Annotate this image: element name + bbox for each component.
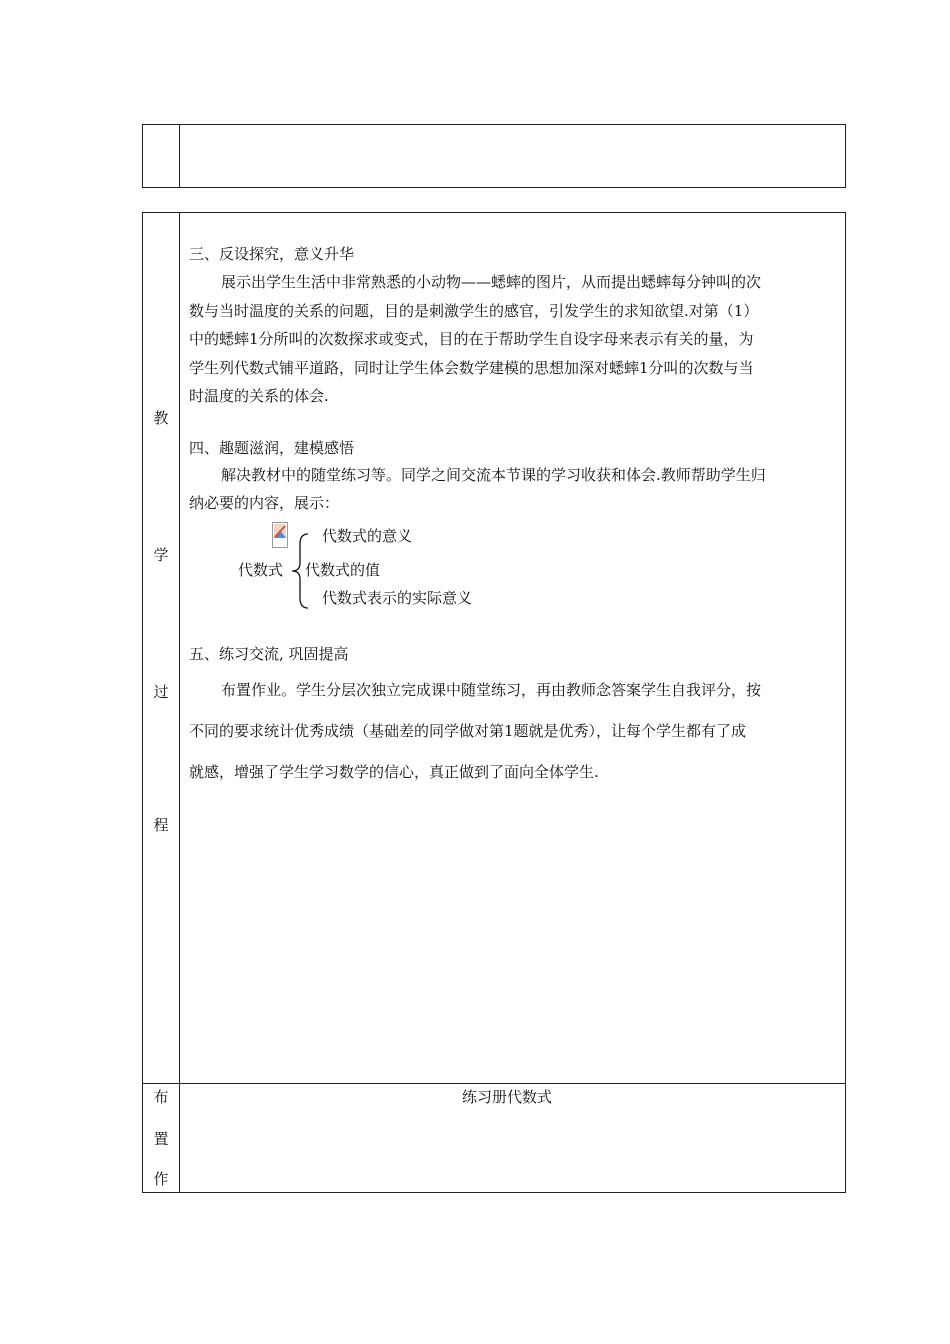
side-label-char: 过 [153,683,169,701]
homework-label-char: 布 [153,1088,169,1106]
diagram-item: 代数式表示的实际意义 [322,589,473,607]
diagram-item: 代数式的值 [305,561,381,579]
paragraph-line: 数与当时温度的关系的问题，目的是刺激学生的感官，引发学生的求知欲望.对第（1） [189,302,759,320]
homework-content: 练习册代数式 [462,1088,553,1106]
paragraph-line: 布置作业。学生分层次独立完成课中随堂练习，再由教师念答案学生自我评分，按 [221,681,762,699]
paragraph-line: 就感，增强了学生学习数学的信心，真正做到了面向全体学生. [189,763,599,781]
main-table-divider [179,213,180,1192]
paragraph-line: 展示出学生生活中非常熟悉的小动物——蟋蟀的图片，从而提出蟋蟀每分钟叫的次 [221,273,762,291]
diagram-item: 代数式的意义 [322,527,413,545]
section-heading: 三、反设探究，意义升华 [189,245,355,263]
section-heading: 四、趣题滋润，建模感悟 [189,439,355,457]
side-label-char: 教 [153,409,169,427]
side-label-char: 学 [153,546,169,564]
paragraph-line: 纳必要的内容，展示： [189,494,340,512]
paragraph-line: 学生列代数式铺平道路，同时让学生体会数学建模的思想加深对蟋蟀1分叫的次数与当 [189,359,754,377]
homework-label-char: 置 [153,1130,169,1148]
homework-row-separator [143,1083,845,1084]
top-table-divider [179,125,180,187]
top-table [142,124,846,188]
paragraph-line: 中的蟋蟀1分所叫的次数探求或变式，目的在于帮助学生自设字母来表示有关的量，为 [189,330,754,348]
paragraph-line: 解决教材中的随堂练习等。同学之间交流本节课的学习收获和体会.教师帮助学生归 [221,466,766,484]
section-heading: 五、练习交流, 巩固提高 [189,645,349,663]
image-placeholder-icon [272,522,288,548]
diagram-root-label: 代数式 [238,561,284,579]
paragraph-line: 时温度的关系的体会. [189,387,329,405]
homework-label-char: 作 [153,1170,169,1188]
paragraph-line: 不同的要求统计优秀成绩（基础差的同学做对第1题就是优秀），让每个学生都有了成 [189,722,747,740]
side-label-char: 程 [153,816,169,834]
